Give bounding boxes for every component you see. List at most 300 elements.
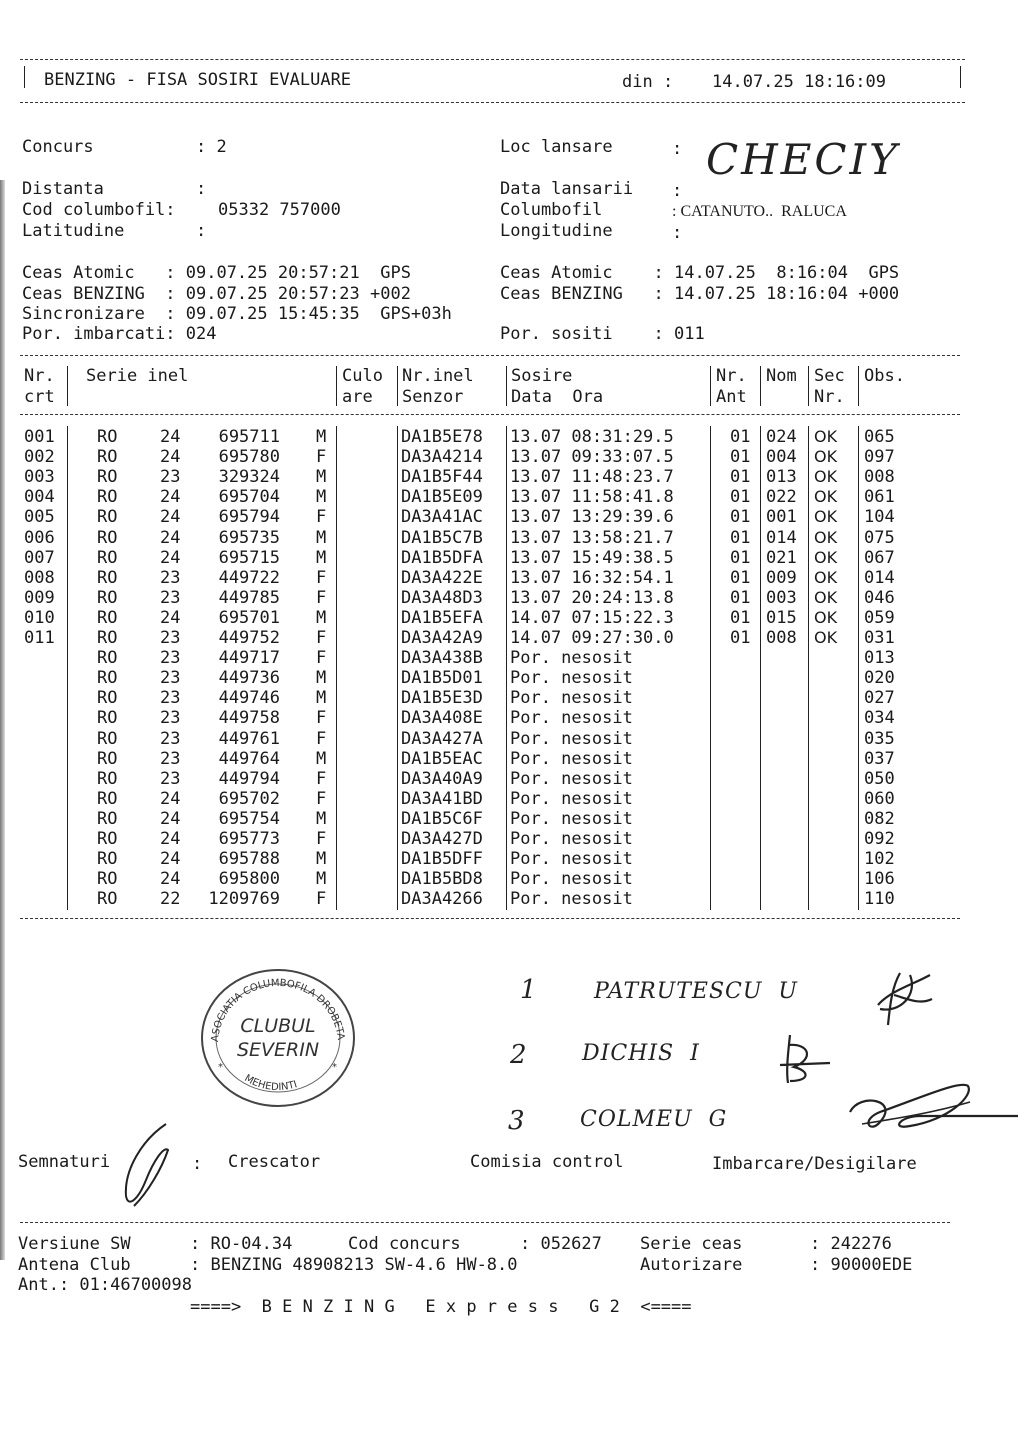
cell-ant: 01 bbox=[730, 607, 751, 628]
date-value: 14.07.25 18:16:09 bbox=[712, 72, 886, 92]
cell-sec: OK bbox=[814, 467, 838, 487]
ant-line: Ant.: 01:46700098 bbox=[18, 1275, 192, 1295]
cell-sec: OK bbox=[814, 527, 838, 547]
date-label: din : bbox=[622, 72, 674, 92]
table-row bbox=[0, 869, 1024, 889]
cell-country: RO bbox=[97, 507, 118, 528]
table-bottom-rule bbox=[20, 918, 960, 919]
cell-crt: 009 bbox=[24, 587, 55, 608]
cell-year: 24 bbox=[160, 487, 181, 508]
cell-sensor: DA3A427A bbox=[401, 728, 483, 749]
cell-ant: 01 bbox=[730, 467, 751, 488]
cell-crt: 002 bbox=[24, 447, 55, 468]
table-row bbox=[0, 769, 1024, 789]
cell-sex: F bbox=[316, 447, 327, 468]
cell-arrival: 13.07 15:49:38.5 bbox=[510, 547, 674, 568]
cell-arrival: Por. nesosit bbox=[510, 668, 633, 689]
data-lansarii-label: Data lansarii bbox=[500, 179, 634, 199]
cell-ring-number: 449761 bbox=[218, 728, 280, 749]
col-crt: crt bbox=[24, 387, 55, 407]
cell-sex: F bbox=[316, 788, 327, 809]
cell-country: RO bbox=[97, 808, 118, 829]
cell-ring-number: 695735 bbox=[218, 527, 280, 548]
cell-obs: 102 bbox=[864, 849, 895, 870]
cell-sex: M bbox=[316, 487, 327, 508]
cell-country: RO bbox=[97, 829, 118, 849]
cell-sensor: DA3A4214 bbox=[401, 447, 483, 468]
cell-crt: 005 bbox=[24, 507, 55, 528]
cell-sex: F bbox=[316, 708, 327, 729]
cell-country: RO bbox=[97, 547, 118, 568]
cell-sensor: DA3A48D3 bbox=[401, 587, 483, 608]
cell-obs: 104 bbox=[864, 507, 895, 528]
table-row bbox=[0, 849, 1024, 869]
cell-country: RO bbox=[97, 648, 118, 669]
col-ant: Ant bbox=[716, 387, 747, 407]
cell-sensor: DA1B5EAC bbox=[401, 748, 483, 769]
cell-arrival: 13.07 16:32:54.1 bbox=[510, 567, 674, 588]
cell-year: 24 bbox=[160, 788, 181, 809]
cell-year: 24 bbox=[160, 869, 181, 890]
table-row bbox=[0, 548, 1024, 568]
data-lansarii-value: : bbox=[672, 181, 683, 201]
cell-sex: F bbox=[316, 587, 327, 608]
header-right-bar bbox=[960, 66, 961, 88]
cell-country: RO bbox=[97, 567, 118, 588]
cell-arrival: Por. nesosit bbox=[510, 648, 633, 669]
cod-concurs-label: Cod concurs bbox=[348, 1234, 461, 1254]
cell-year: 23 bbox=[160, 668, 181, 689]
cell-arrival: Por. nesosit bbox=[510, 869, 633, 890]
autorizare-label: Autorizare bbox=[640, 1255, 743, 1275]
cell-obs: 060 bbox=[864, 788, 895, 809]
cell-obs: 061 bbox=[864, 487, 895, 508]
cell-sex: F bbox=[316, 768, 327, 789]
clock-atomic-left: Ceas Atomic : 09.07.25 20:57:21 GPS bbox=[22, 263, 411, 283]
cell-ring-number: 695754 bbox=[218, 808, 280, 829]
cell-sensor: DA3A422E bbox=[401, 567, 483, 588]
cell-nom: 008 bbox=[766, 628, 797, 648]
cell-arrival: 13.07 11:58:41.8 bbox=[510, 487, 674, 508]
header-left-bar bbox=[24, 66, 25, 88]
loc-lansare-label: Loc lansare bbox=[500, 137, 613, 157]
cell-sex: M bbox=[316, 808, 327, 829]
commission-name-2: DICHIS I bbox=[582, 1041, 700, 1066]
cell-sec: OK bbox=[814, 587, 838, 607]
cell-nom: 009 bbox=[766, 567, 797, 588]
comisia-label: Comisia control bbox=[470, 1152, 624, 1172]
cell-ant: 01 bbox=[730, 507, 751, 528]
hsep-2 bbox=[336, 366, 337, 406]
table-header-rule bbox=[20, 414, 960, 415]
cell-arrival: 13.07 11:48:23.7 bbox=[510, 467, 674, 488]
cell-year: 24 bbox=[160, 829, 181, 849]
signatures-label: Semnaturi bbox=[18, 1152, 111, 1172]
cell-sensor: DA3A408E bbox=[401, 708, 483, 729]
commission-name-3: COLMEU G bbox=[580, 1107, 728, 1132]
cell-year: 24 bbox=[160, 849, 181, 870]
cell-country: RO bbox=[97, 748, 118, 769]
hsep-7 bbox=[808, 366, 809, 406]
col-obs: Obs. bbox=[864, 366, 905, 386]
cell-arrival: 13.07 09:33:07.5 bbox=[510, 447, 674, 468]
cell-sex: F bbox=[316, 628, 327, 648]
cell-year: 24 bbox=[160, 808, 181, 829]
header-bottom-rule bbox=[20, 102, 965, 103]
cell-ring-number: 695711 bbox=[218, 427, 280, 447]
cell-sex: F bbox=[316, 648, 327, 669]
cell-nom: 014 bbox=[766, 527, 797, 548]
cell-nom: 024 bbox=[766, 427, 797, 447]
cell-sec: OK bbox=[814, 547, 838, 567]
cell-obs: 065 bbox=[864, 427, 895, 447]
table-row bbox=[0, 688, 1024, 708]
table-row bbox=[0, 708, 1024, 728]
hsep-1 bbox=[67, 366, 68, 406]
cell-sex: M bbox=[316, 748, 327, 769]
cell-sex: M bbox=[316, 607, 327, 628]
cell-crt: 010 bbox=[24, 607, 55, 628]
cell-arrival: 14.07 09:27:30.0 bbox=[510, 628, 674, 648]
cell-sex: F bbox=[316, 728, 327, 749]
cell-obs: 037 bbox=[864, 748, 895, 769]
table-row bbox=[0, 648, 1024, 668]
cell-arrival: 13.07 13:58:21.7 bbox=[510, 527, 674, 548]
cell-sex: M bbox=[316, 467, 327, 488]
cell-obs: 027 bbox=[864, 688, 895, 709]
cell-sex: F bbox=[316, 567, 327, 588]
col-culo: Culo bbox=[342, 366, 383, 386]
table-row bbox=[0, 729, 1024, 749]
cell-ant: 01 bbox=[730, 487, 751, 508]
cell-sec: OK bbox=[814, 607, 838, 627]
club-stamp bbox=[198, 966, 358, 1112]
cell-country: RO bbox=[97, 427, 118, 447]
cell-year: 23 bbox=[160, 688, 181, 709]
longitudine-label: Longitudine bbox=[500, 221, 613, 241]
cell-sensor: DA1B5DFF bbox=[401, 849, 483, 870]
cell-ring-number: 695715 bbox=[218, 547, 280, 568]
cell-sensor: DA1B5EFA bbox=[401, 607, 483, 628]
cell-ring-number: 449752 bbox=[218, 628, 280, 648]
cell-obs: 013 bbox=[864, 648, 895, 669]
cell-obs: 092 bbox=[864, 829, 895, 849]
cell-obs: 050 bbox=[864, 768, 895, 789]
cell-obs: 008 bbox=[864, 467, 895, 488]
cell-country: RO bbox=[97, 688, 118, 709]
col-sec-nr: Nr. bbox=[814, 387, 845, 407]
columbofil-value: : CATANUTO.. RALUCA bbox=[672, 203, 847, 220]
cell-year: 23 bbox=[160, 748, 181, 769]
distanta-label: Distanta bbox=[22, 179, 104, 199]
autorizare-value: : 90000EDE bbox=[810, 1255, 913, 1275]
cell-country: RO bbox=[97, 668, 118, 689]
sheet-title: BENZING - FISA SOSIRI EVALUARE bbox=[44, 70, 352, 90]
cell-country: RO bbox=[97, 728, 118, 749]
table-row bbox=[0, 427, 1024, 447]
cell-ring-number: 695788 bbox=[218, 849, 280, 870]
cell-obs: 097 bbox=[864, 447, 895, 468]
col-nr: Nr. bbox=[24, 366, 55, 386]
cell-arrival: 13.07 20:24:13.8 bbox=[510, 587, 674, 608]
crescator-label: Crescator bbox=[228, 1152, 321, 1172]
cell-sec: OK bbox=[814, 567, 838, 587]
latitudine-label: Latitudine bbox=[22, 221, 125, 241]
cell-year: 24 bbox=[160, 427, 181, 447]
cell-year: 23 bbox=[160, 648, 181, 669]
cell-arrival: 14.07 07:15:22.3 bbox=[510, 607, 674, 628]
table-row bbox=[0, 467, 1024, 487]
sync-line: Sincronizare : 09.07.25 15:45:35 GPS+03h bbox=[22, 304, 452, 324]
cod-columbofil-label: Cod columbofil: bbox=[22, 200, 176, 220]
cod-concurs-value: : 052627 bbox=[520, 1234, 602, 1254]
table-row bbox=[0, 829, 1024, 849]
svg-text:*: * bbox=[332, 1062, 337, 1073]
cell-country: RO bbox=[97, 708, 118, 729]
col-nom: Nom bbox=[766, 366, 797, 386]
columbofil-label: Columbofil bbox=[500, 200, 603, 220]
cell-sensor: DA3A40A9 bbox=[401, 768, 483, 789]
cell-crt: 007 bbox=[24, 547, 55, 568]
table-row bbox=[0, 588, 1024, 608]
commission-num-1: 1 bbox=[520, 975, 537, 1005]
cell-country: RO bbox=[97, 587, 118, 608]
cell-ring-number: 329324 bbox=[218, 467, 280, 488]
commission-num-2: 2 bbox=[510, 1040, 527, 1070]
antena-label: Antena Club bbox=[18, 1255, 131, 1275]
cell-obs: 110 bbox=[864, 889, 895, 910]
table-row bbox=[0, 568, 1024, 588]
clock-benzing-right: Ceas BENZING : 14.07.25 18:16:04 +000 bbox=[500, 284, 900, 304]
clock-atomic-right: Ceas Atomic : 14.07.25 8:16:04 GPS bbox=[500, 263, 900, 283]
svg-text:*: * bbox=[218, 1062, 223, 1073]
cell-sensor: DA3A41BD bbox=[401, 788, 483, 809]
cell-obs: 067 bbox=[864, 547, 895, 568]
cell-ant: 01 bbox=[730, 628, 751, 648]
cell-sensor: DA1B5DFA bbox=[401, 547, 483, 568]
table-row bbox=[0, 447, 1024, 467]
cell-year: 23 bbox=[160, 628, 181, 648]
cell-ring-number: 695702 bbox=[218, 788, 280, 809]
table-row bbox=[0, 608, 1024, 628]
cell-sec: OK bbox=[814, 447, 838, 467]
stamp-bottom-text: MEHEDINTI bbox=[242, 1072, 299, 1094]
cell-year: 23 bbox=[160, 728, 181, 749]
serie-ceas-value: : 242276 bbox=[810, 1234, 892, 1254]
versiune-value: : RO-04.34 bbox=[190, 1234, 293, 1254]
cell-sensor: DA3A41AC bbox=[401, 507, 483, 528]
cell-year: 23 bbox=[160, 587, 181, 608]
cell-year: 24 bbox=[160, 527, 181, 548]
cell-ring-number: 695780 bbox=[218, 447, 280, 468]
signature-3 bbox=[840, 1072, 1020, 1142]
stamp-line-2: SEVERIN bbox=[236, 1039, 320, 1061]
table-row bbox=[0, 628, 1024, 648]
stamp-line-1: CLUBUL bbox=[240, 1015, 316, 1037]
distanta-value: : bbox=[196, 179, 207, 199]
cell-ring-number: 449764 bbox=[218, 748, 280, 769]
cell-sensor: DA1B5E78 bbox=[401, 427, 483, 447]
cell-year: 24 bbox=[160, 607, 181, 628]
cell-sensor: DA1B5C6F bbox=[401, 808, 483, 829]
versiune-label: Versiune SW bbox=[18, 1234, 131, 1254]
cell-ring-number: 449736 bbox=[218, 668, 280, 689]
signature-crescator bbox=[112, 1120, 182, 1210]
cell-ring-number: 695701 bbox=[218, 607, 280, 628]
cell-nom: 004 bbox=[766, 447, 797, 468]
cell-sec: OK bbox=[814, 427, 838, 446]
cod-columbofil-value: 05332 757000 bbox=[218, 200, 341, 220]
loc-lansare-handwritten: CHECIY bbox=[706, 135, 900, 184]
cell-year: 23 bbox=[160, 768, 181, 789]
cell-obs: 106 bbox=[864, 869, 895, 890]
clock-benzing-left: Ceas BENZING : 09.07.25 20:57:23 +002 bbox=[22, 284, 411, 304]
table-row bbox=[0, 749, 1024, 769]
cell-sensor: DA3A438B bbox=[401, 648, 483, 669]
cell-country: RO bbox=[97, 527, 118, 548]
cell-crt: 004 bbox=[24, 487, 55, 508]
stamp-ring-text: ASOCIATIA COLUMBOFILA DROBETA bbox=[209, 977, 346, 1043]
cell-ring-number: 1209769 bbox=[208, 889, 280, 910]
cell-ring-number: 449758 bbox=[218, 708, 280, 729]
loc-lansare-colon: : bbox=[672, 139, 683, 159]
hsep-3 bbox=[397, 366, 398, 406]
cell-ring-number: 449722 bbox=[218, 567, 280, 588]
cell-obs: 034 bbox=[864, 708, 895, 729]
col-senzor: Senzor bbox=[402, 387, 464, 407]
cell-sex: M bbox=[316, 527, 327, 548]
cell-year: 23 bbox=[160, 708, 181, 729]
table-row bbox=[0, 809, 1024, 829]
cell-sensor: DA1B5C7B bbox=[401, 527, 483, 548]
cell-sex: M bbox=[316, 668, 327, 689]
cell-sensor: DA1B5E3D bbox=[401, 688, 483, 709]
cell-arrival: Por. nesosit bbox=[510, 768, 633, 789]
cell-nom: 022 bbox=[766, 487, 797, 508]
cell-ring-number: 695704 bbox=[218, 487, 280, 508]
hsep-4 bbox=[506, 366, 507, 406]
cell-ring-number: 449746 bbox=[218, 688, 280, 709]
latitudine-value: : bbox=[196, 221, 207, 241]
cell-obs: 035 bbox=[864, 728, 895, 749]
cell-sex: M bbox=[316, 688, 327, 709]
col-sosire: Sosire bbox=[511, 366, 573, 386]
cell-sensor: DA1B5E09 bbox=[401, 487, 483, 508]
cell-sex: M bbox=[316, 869, 327, 890]
cell-ant: 01 bbox=[730, 527, 751, 548]
cell-arrival: Por. nesosit bbox=[510, 849, 633, 870]
cell-year: 24 bbox=[160, 547, 181, 568]
cell-country: RO bbox=[97, 849, 118, 870]
cell-arrival: Por. nesosit bbox=[510, 829, 633, 849]
cell-arrival: Por. nesosit bbox=[510, 788, 633, 809]
antena-value: : BENZING 48908213 SW-4.6 HW-8.0 bbox=[190, 1255, 518, 1275]
cell-country: RO bbox=[97, 607, 118, 628]
cell-year: 22 bbox=[160, 889, 181, 910]
serie-ceas-label: Serie ceas bbox=[640, 1234, 743, 1254]
table-row bbox=[0, 487, 1024, 507]
cell-obs: 031 bbox=[864, 628, 895, 648]
cell-sex: M bbox=[316, 547, 327, 568]
longitudine-value: : bbox=[672, 223, 683, 243]
table-top-rule bbox=[20, 355, 960, 356]
imbarcati-line: Por. imbarcati: 024 bbox=[22, 324, 217, 344]
cell-obs: 014 bbox=[864, 567, 895, 588]
cell-year: 23 bbox=[160, 467, 181, 488]
header-top-rule bbox=[20, 59, 965, 60]
cell-ring-number: 449785 bbox=[218, 587, 280, 608]
cell-sex: F bbox=[316, 507, 327, 528]
cell-nom: 003 bbox=[766, 587, 797, 608]
cell-arrival: 13.07 08:31:29.5 bbox=[510, 427, 674, 447]
commission-name-1: PATRUTESCU U bbox=[594, 979, 798, 1004]
concurs-value: : 2 bbox=[196, 137, 227, 157]
cell-ant: 01 bbox=[730, 547, 751, 568]
cell-country: RO bbox=[97, 628, 118, 648]
cell-country: RO bbox=[97, 467, 118, 488]
cell-crt: 006 bbox=[24, 527, 55, 548]
cell-arrival: Por. nesosit bbox=[510, 748, 633, 769]
cell-country: RO bbox=[97, 447, 118, 468]
cell-arrival: Por. nesosit bbox=[510, 708, 633, 729]
cell-sensor: DA3A427D bbox=[401, 829, 483, 849]
cell-ring-number: 695800 bbox=[218, 869, 280, 890]
cell-ring-number: 449717 bbox=[218, 648, 280, 669]
col-nr-ant: Nr. bbox=[716, 366, 747, 386]
cell-ant: 01 bbox=[730, 567, 751, 588]
cell-year: 24 bbox=[160, 447, 181, 468]
cell-country: RO bbox=[97, 487, 118, 508]
col-sec: Sec bbox=[814, 366, 845, 386]
footer-top-rule bbox=[20, 1222, 950, 1223]
cell-obs: 059 bbox=[864, 607, 895, 628]
col-are: are bbox=[342, 387, 373, 407]
cell-ring-number: 449794 bbox=[218, 768, 280, 789]
cell-country: RO bbox=[97, 788, 118, 809]
table-row bbox=[0, 889, 1024, 909]
cell-arrival: Por. nesosit bbox=[510, 688, 633, 709]
table-row bbox=[0, 668, 1024, 688]
cell-year: 24 bbox=[160, 507, 181, 528]
cell-sex: M bbox=[316, 849, 327, 870]
cell-obs: 020 bbox=[864, 668, 895, 689]
cell-ring-number: 695773 bbox=[218, 829, 280, 849]
cell-sensor: DA3A42A9 bbox=[401, 628, 483, 648]
cell-crt: 003 bbox=[24, 467, 55, 488]
cell-sensor: DA1B5BD8 bbox=[401, 869, 483, 890]
hsep-5 bbox=[710, 366, 711, 406]
cell-crt: 011 bbox=[24, 628, 55, 648]
sositi-line: Por. sositi : 011 bbox=[500, 324, 705, 344]
signatures-colon: : bbox=[192, 1154, 203, 1174]
cell-sex: F bbox=[316, 829, 327, 849]
cell-sensor: DA1B5D01 bbox=[401, 668, 483, 689]
signature-2 bbox=[770, 1025, 850, 1085]
hsep-8 bbox=[858, 366, 859, 406]
table-row bbox=[0, 507, 1024, 527]
cell-ant: 01 bbox=[730, 587, 751, 608]
cell-nom: 015 bbox=[766, 607, 797, 628]
cell-country: RO bbox=[97, 869, 118, 890]
cell-crt: 001 bbox=[24, 427, 55, 447]
cell-nom: 013 bbox=[766, 467, 797, 488]
col-data-ora: Data Ora bbox=[511, 387, 604, 407]
cell-obs: 046 bbox=[864, 587, 895, 608]
cell-nom: 021 bbox=[766, 547, 797, 568]
cell-ant: 01 bbox=[730, 447, 751, 468]
table-row bbox=[0, 789, 1024, 809]
cell-obs: 075 bbox=[864, 527, 895, 548]
